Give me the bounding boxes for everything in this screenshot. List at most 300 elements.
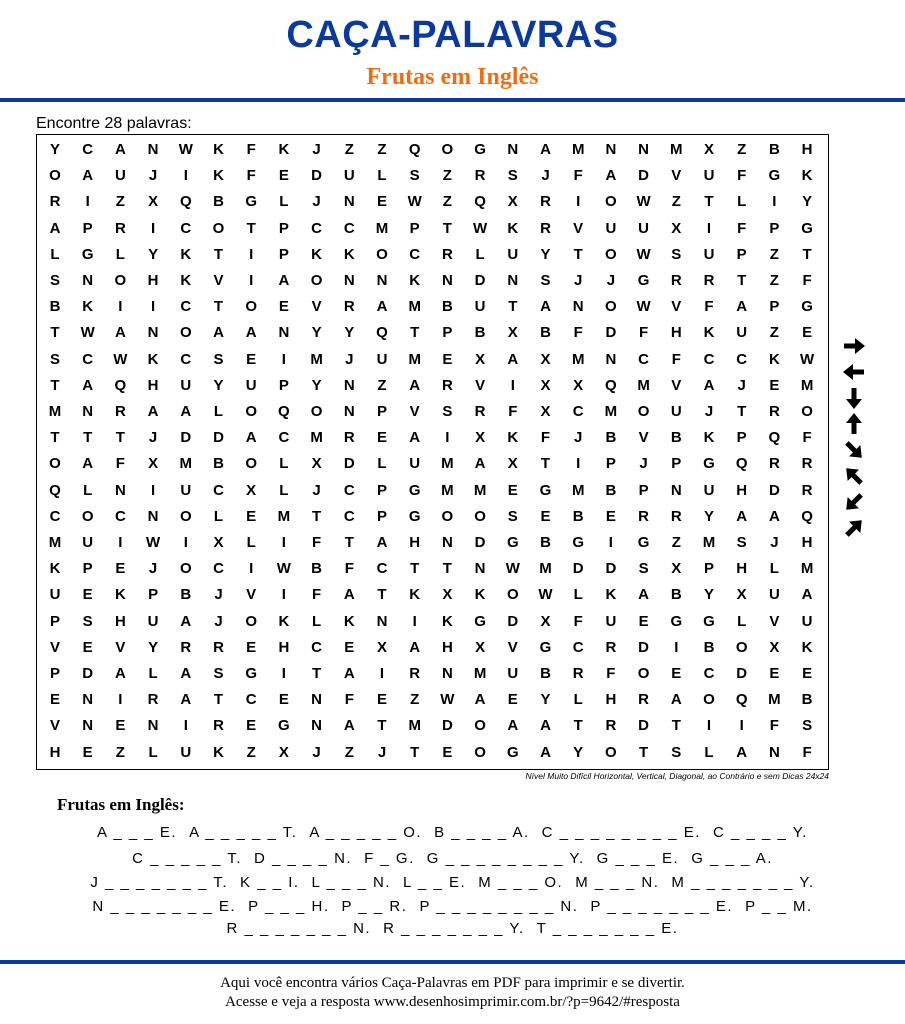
grid-cell: H [49, 743, 61, 761]
grid-cell: L [573, 586, 583, 604]
grid-cell: T [508, 298, 518, 316]
grid-cell: G [506, 743, 519, 761]
grid-cell: X [148, 193, 159, 211]
grid-cell: R [343, 298, 355, 316]
grid-cell: O [376, 245, 388, 263]
grid-cell: W [505, 560, 520, 578]
grid-cell: Z [442, 193, 452, 211]
grid-cell: O [605, 743, 617, 761]
grid-cell: U [605, 612, 617, 630]
grid-cell: S [736, 534, 747, 551]
grid-cell: J [704, 403, 714, 420]
grid-cell: D [213, 429, 224, 447]
grid-cell: Q [735, 691, 748, 709]
grid-cell: O [605, 193, 617, 211]
grid-cell: N [507, 141, 519, 158]
grid-cell: W [276, 560, 291, 578]
grid-cell: I [674, 638, 679, 656]
grid-cell: A [638, 586, 650, 604]
grid-cell: M [800, 560, 814, 578]
grid-cell: T [312, 507, 322, 525]
grid-cell: Z [769, 245, 779, 263]
grid-cell: O [212, 219, 225, 237]
grid-cell: D [474, 534, 486, 551]
grid-cell: I [249, 245, 254, 263]
grid-cell: Z [377, 141, 387, 158]
grid-cell: W [473, 219, 488, 237]
grid-cell: Q [114, 376, 127, 394]
grid-cell: T [213, 691, 224, 709]
grid-cell: T [573, 245, 583, 263]
grid-cell: P [736, 429, 747, 447]
grid-cell: B [540, 534, 551, 551]
grid-cell: J [148, 560, 158, 578]
grid-cell: G [408, 507, 421, 525]
grid-cell: H [114, 612, 126, 630]
grid-cell: I [118, 691, 123, 709]
grid-cell: N [376, 612, 388, 630]
grid-cell: G [572, 534, 585, 551]
grid-cell: K [507, 429, 519, 447]
grid-cell: A [180, 612, 192, 630]
grid-cell: L [213, 403, 224, 420]
grid-cell: D [180, 429, 192, 447]
grid-cell: M [702, 534, 716, 551]
grid-cell: F [639, 324, 649, 342]
grid-cell: M [441, 455, 454, 473]
grid-cell: J [541, 167, 550, 185]
grid-cell: E [278, 167, 289, 185]
grid-cell: N [441, 272, 453, 289]
grid-cell: C [703, 350, 715, 368]
grid-cell: V [311, 298, 322, 316]
grid-cell: F [344, 691, 354, 709]
grid-cell: R [703, 272, 715, 289]
grid-cell: O [310, 403, 323, 420]
word-clue: P _ _ R. [341, 898, 408, 915]
grid-cell: I [281, 665, 286, 682]
word-clue: R _ _ _ _ _ _ _ N. [226, 920, 372, 937]
word-list-title: Frutas em Inglês: [57, 795, 185, 814]
grid-cell: D [572, 560, 584, 578]
grid-cell: X [475, 638, 486, 656]
grid-cell: T [213, 298, 224, 316]
grid-cell: X [540, 403, 551, 420]
grid-cell: O [245, 298, 258, 316]
grid-cell: F [704, 298, 714, 316]
word-clue: K _ _ I. [240, 874, 300, 891]
grid-cell: V [49, 717, 60, 735]
grid-cell: F [246, 167, 256, 185]
grid-cell: I [281, 586, 286, 604]
grid-cell: C [638, 350, 650, 368]
grid-cell: U [507, 245, 519, 263]
grid-cell: F [737, 167, 747, 185]
grid-cell: X [573, 376, 584, 394]
grid-cell: N [474, 560, 486, 578]
grid-cell: J [312, 193, 321, 211]
grid-cell: H [409, 534, 421, 551]
grid-cell: K [605, 586, 617, 604]
grid-cell: B [572, 507, 584, 525]
grid-cell: T [639, 743, 649, 761]
grid-cell: K [114, 586, 126, 604]
grid-cell: L [312, 612, 322, 630]
grid-cell: O [179, 507, 192, 525]
grid-cell: A [114, 324, 126, 342]
grid-cell: P [82, 560, 93, 578]
grid-cell: U [801, 612, 813, 630]
grid-cell: K [49, 560, 61, 578]
grid-cell: E [376, 193, 387, 211]
grid-cell: Y [540, 691, 551, 709]
grid-cell: C [343, 507, 355, 525]
grid-cell: Z [246, 743, 256, 761]
grid-cell: A [82, 376, 94, 394]
grid-cell: K [409, 272, 421, 289]
grid-cell: G [801, 298, 813, 316]
grid-cell: O [801, 403, 813, 420]
grid-cell: T [442, 219, 452, 237]
grid-cell: R [540, 219, 551, 237]
grid-cell: F [606, 665, 616, 682]
grid-cell: P [278, 376, 289, 394]
grid-cell: Q [735, 455, 748, 473]
grid-cell: X [246, 481, 257, 499]
grid-cell: N [82, 717, 94, 735]
grid-cell: T [115, 429, 125, 447]
grid-cell: P [278, 219, 289, 237]
grid-cell: O [506, 586, 519, 604]
grid-cell: U [180, 481, 192, 499]
grid-cell: E [246, 638, 257, 656]
grid-cell: T [737, 272, 747, 289]
grid-cell: N [376, 272, 388, 289]
grid-cell: O [605, 245, 617, 263]
grid-cell: M [375, 219, 389, 237]
grid-cell: I [608, 534, 613, 551]
grid-cell: S [540, 272, 551, 289]
grid-cell: M [604, 403, 618, 420]
grid-cell: O [637, 403, 650, 420]
grid-cell: T [50, 376, 60, 394]
grid-cell: M [408, 298, 421, 316]
grid-cell: A [147, 403, 159, 420]
grid-cell: B [474, 324, 486, 342]
word-list-line [0, 874, 905, 891]
grid-cell: J [312, 743, 321, 761]
grid-cell: H [147, 272, 159, 289]
grid-cell: G [245, 193, 258, 211]
grid-cell: G [539, 481, 552, 499]
grid-cell: O [637, 665, 650, 682]
grid-cell: L [148, 743, 158, 761]
grid-cell: X [671, 219, 682, 237]
grid-cell: V [671, 376, 682, 394]
grid-cell: N [441, 534, 453, 551]
grid-cell: F [573, 324, 583, 342]
grid-cell: K [180, 245, 192, 263]
grid-cell: V [213, 272, 224, 289]
grid-cell: K [213, 167, 224, 185]
grid-cell: W [407, 193, 422, 211]
grid-cell: N [147, 141, 159, 158]
arrow-down-icon [836, 386, 872, 410]
grid-cell: N [147, 717, 159, 735]
grid-cell: N [343, 403, 355, 420]
grid-cell: P [736, 245, 747, 263]
grid-cell: K [474, 586, 486, 604]
grid-cell: U [638, 219, 650, 237]
grid-cell: R [180, 638, 192, 656]
grid-cell: P [638, 481, 649, 499]
grid-cell: X [507, 324, 518, 342]
grid-cell: X [376, 638, 387, 656]
grid-cell: L [377, 455, 387, 473]
grid-cell: G [768, 167, 781, 185]
grid-cell: N [507, 272, 519, 289]
grid-cell: K [278, 612, 290, 630]
grid-cell: P [278, 245, 289, 263]
grid-cell: D [343, 455, 355, 473]
grid-cell: A [245, 324, 257, 342]
grid-cell: I [510, 376, 515, 394]
grid-cell: F [802, 743, 812, 761]
word-search-grid [36, 134, 829, 770]
grid-cell: J [312, 481, 321, 499]
word-clue: M _ _ _ O. [478, 874, 564, 891]
grid-cell: C [245, 691, 257, 709]
grid-cell: W [80, 324, 95, 342]
grid-cell: G [670, 612, 683, 630]
grid-cell: D [82, 665, 94, 682]
grid-cell: V [638, 429, 649, 447]
grid-cell: H [147, 376, 159, 394]
grid-cell: A [540, 141, 551, 158]
grid-cell: K [703, 324, 715, 342]
grid-cell: A [376, 534, 388, 551]
footer-line-1: Aqui você encontra vários Caça-Palavras em PDF para imprimir e se divertir. [220, 975, 685, 991]
grid-cell: Z [737, 141, 747, 158]
grid-cell: J [312, 141, 321, 158]
grid-cell: X [148, 455, 159, 473]
word-clue: M _ _ _ _ _ _ _ Y. [671, 874, 815, 891]
grid-cell: D [638, 638, 650, 656]
grid-cell: E [278, 298, 289, 316]
word-clue: P _ _ _ _ _ _ _ E. [590, 898, 734, 915]
grid-cell: V [246, 586, 257, 604]
grid-cell: Y [703, 586, 714, 604]
word-clue: G _ _ _ _ _ _ _ _ Y. [426, 850, 585, 867]
grid-cell: A [670, 691, 682, 709]
grid-cell: R [114, 403, 126, 420]
grid-cell: W [538, 586, 553, 604]
grid-cell: I [379, 665, 385, 682]
grid-cell: A [540, 717, 551, 735]
grid-cell: I [576, 193, 581, 211]
grid-cell: T [704, 193, 714, 211]
grid-cell: O [735, 638, 748, 656]
grid-cell: R [572, 665, 584, 682]
grid-cell: P [49, 665, 60, 682]
word-clue: A _ _ _ _ _ T. [189, 824, 298, 841]
grid-cell: W [800, 350, 815, 368]
grid-cell: J [148, 429, 158, 447]
grid-cell: N [82, 403, 94, 420]
grid-cell: U [409, 455, 421, 473]
grid-cell: S [49, 350, 60, 368]
grid-cell: J [214, 612, 223, 630]
grid-cell: R [147, 691, 159, 709]
grid-cell: F [312, 534, 322, 551]
grid-cell: W [636, 193, 651, 211]
grid-cell: Z [344, 743, 354, 761]
grid-cell: A [114, 665, 126, 682]
grid-cell: E [344, 638, 355, 656]
grid-cell: C [213, 481, 224, 499]
grid-cell: L [704, 743, 714, 761]
grid-cell: O [179, 560, 192, 578]
grid-cell: U [376, 350, 388, 368]
word-clue: C _ _ _ _ _ _ _ _ E. [541, 824, 701, 841]
grid-cell: E [82, 743, 93, 761]
grid-cell: F [671, 350, 681, 368]
grid-cell: U [507, 665, 519, 682]
grid-cell: B [180, 586, 192, 604]
grid-cell: I [151, 219, 156, 237]
grid-cell: J [606, 272, 616, 289]
grid-cell: F [312, 586, 322, 604]
grid-cell: C [343, 481, 355, 499]
arrow-up-right-icon [836, 516, 872, 540]
grid-cell: U [147, 612, 159, 630]
grid-cell: F [540, 429, 551, 447]
grid-cell: J [148, 167, 158, 185]
grid-cell: L [377, 167, 387, 185]
grid-cell: C [311, 219, 323, 237]
grid-cell: R [670, 507, 682, 525]
grid-cell: A [343, 717, 355, 735]
grid-cell: T [377, 586, 387, 604]
grid-cell: M [473, 665, 487, 682]
grid-cell: E [376, 429, 387, 447]
grid-cell: N [441, 665, 453, 682]
grid-cell: D [605, 560, 617, 578]
grid-cell: S [82, 612, 93, 630]
grid-cell: G [539, 638, 552, 656]
grid-cell: H [736, 481, 748, 499]
grid-cell: A [507, 350, 519, 368]
grid-cell: S [507, 507, 518, 525]
grid-cell: J [737, 376, 746, 394]
grid-cell: O [703, 691, 715, 709]
word-clue: B _ _ _ _ A. [434, 824, 530, 841]
grid-cell: P [376, 403, 387, 420]
arrow-up-left-icon [836, 464, 872, 488]
grid-cell: R [540, 193, 551, 211]
grid-cell: R [605, 638, 617, 656]
grid-cell: H [801, 534, 813, 551]
word-clue: C _ _ _ _ Y. [712, 824, 808, 841]
grid-cell: O [605, 298, 617, 316]
grid-cell: W [178, 141, 193, 158]
grid-cell: T [213, 245, 224, 263]
grid-cell: C [311, 638, 323, 656]
grid-cell: N [147, 507, 159, 525]
grid-cell: A [736, 298, 748, 316]
grid-cell: U [768, 586, 780, 604]
word-clue: P _ _ _ _ _ _ _ _ N. [419, 898, 579, 915]
grid-cell: U [703, 481, 715, 499]
grid-cell: M [441, 481, 454, 499]
grid-cell: P [769, 298, 780, 316]
grid-cell: K [278, 141, 290, 158]
grid-cell: L [246, 534, 256, 551]
grid-cell: J [574, 272, 583, 289]
grid-cell: A [49, 219, 61, 237]
grid-cell: V [573, 219, 584, 237]
grid-cell: P [671, 455, 682, 473]
grid-cell: F [769, 717, 779, 735]
grid-cell: U [474, 298, 486, 316]
grid-cell: X [475, 350, 486, 368]
grid-cell: G [703, 455, 715, 473]
word-list-line [0, 824, 905, 841]
grid-cell: O [310, 272, 323, 289]
grid-cell: J [770, 534, 779, 551]
grid-cell: O [474, 743, 486, 761]
grid-cell: G [245, 665, 258, 682]
grid-cell: O [179, 324, 192, 342]
grid-cell: U [703, 245, 715, 263]
grid-cell: T [246, 219, 256, 237]
grid-cell: P [442, 324, 453, 342]
grid-cell: V [769, 612, 780, 630]
grid-cell: O [81, 507, 94, 525]
grid-cell: I [85, 193, 90, 211]
grid-cell: I [183, 534, 188, 551]
grid-cell: G [474, 612, 486, 630]
grid-cell: F [802, 272, 812, 289]
grid-cell: Q [768, 429, 781, 447]
grid-cell: B [801, 691, 813, 709]
grid-cell: P [703, 560, 714, 578]
grid-cell: C [82, 350, 94, 368]
word-clue: D _ _ _ _ N. [254, 850, 353, 867]
grid-cell: B [703, 638, 715, 656]
grid-cell: V [671, 298, 682, 316]
grid-cell: J [639, 455, 648, 473]
grid-cell: R [670, 272, 682, 289]
grid-cell: O [49, 167, 61, 185]
grid-cell: E [82, 586, 93, 604]
grid-cell: F [508, 403, 518, 420]
word-clue: G _ _ _ A. [691, 850, 773, 867]
grid-cell: T [802, 245, 812, 263]
bottom-divider [0, 960, 905, 964]
grid-cell: M [637, 376, 650, 394]
arrow-up-icon [836, 412, 872, 436]
arrow-left-icon [836, 360, 872, 384]
word-list-line [0, 920, 905, 937]
grid-cell: D [736, 665, 748, 682]
grid-cell: R [801, 455, 813, 473]
grid-cell: T [410, 743, 420, 761]
grid-cell: E [802, 324, 813, 342]
grid-cell: B [540, 665, 551, 682]
grid-cell: C [278, 429, 290, 447]
grid-cell: A [540, 298, 551, 316]
